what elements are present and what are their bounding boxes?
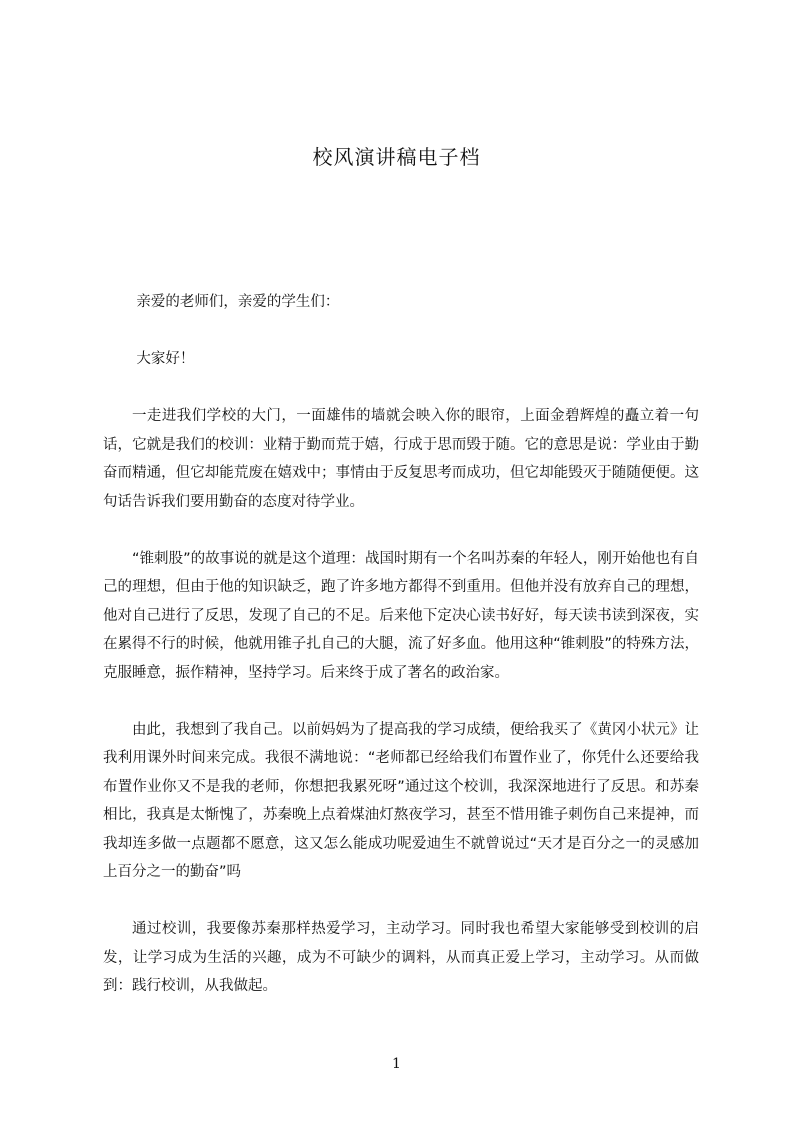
body-paragraph-reflection: 由此，我想到了我自己。以前妈妈为了提高我的学习成绩，便给我买了《黄冈小状元》让我利用课外时间来完成。我很不满地说：“老师都已经给我们布置作业了，你凭什么还要给我布置作业你又不是我的老师，你想把我累死呀”通过这个校训，我深深地进行了反思。和苏秦相比，我真是太惭愧了，苏秦晚上点着煤油灯熬夜学习，甚至不惜用锥子刺伤自己来提神，而我却连多做一点题都不愿意，这又怎么能成功呢爱迪生不就曾说过“天才是百分之一的灵感加上百分之一的勤奋”吗 (103, 721, 699, 880)
document-title: 校风演讲稿电子档 (312, 145, 481, 169)
page-number: 1 (392, 1056, 401, 1072)
body-paragraph-story: “锥刺股”的故事说的就是这个道理：战国时期有一个名叫苏秦的年轻人，刚开始他也有自己的理想，但由于他的知识缺乏，跑了许多地方都得不到重用。但他并没有放弃自己的理想，他对自己进行了反思，发现了自己的不足。后来他下定决心读书好好，每天读书读到深夜，实在累得不行的时候，他就用锥子扎自己的大腿，流了好多血。他用这种“锥刺股”的特殊方法，克服睡意，振作精神，坚持学习。后来终于成了著名的政治家。 (103, 550, 699, 681)
document-body (103, 288, 699, 1029)
body-paragraph-conclusion: 通过校训，我要像苏秦那样热爱学习，主动学习。同时我也希望大家能够受到校训的启发，让学习成为生活的兴趣，成为不可缺少的调料，从而真正爱上学习，主动学习。从而做到：践行校训，从我做起。 (103, 921, 699, 994)
salutation-paragraph: 亲爱的老师们，亲爱的学生们： (136, 294, 340, 310)
body-paragraph-motto: 一走进我们学校的大门，一面雄伟的墙就会映入你的眼帘，上面金碧辉煌的矗立着一句话，它就是我们的校训：业精于勤而荒于嬉，行成于思而毁于随。它的意思是说：学业由于勤奋而精通，但它却能荒废在嬉戏中；事情由于反复思考而成功，但它却能毁灭于随随便便。这句话告诉我们要用勤奋的态度对待学业。 (103, 408, 699, 510)
greeting-paragraph: 大家好！ (136, 351, 195, 367)
